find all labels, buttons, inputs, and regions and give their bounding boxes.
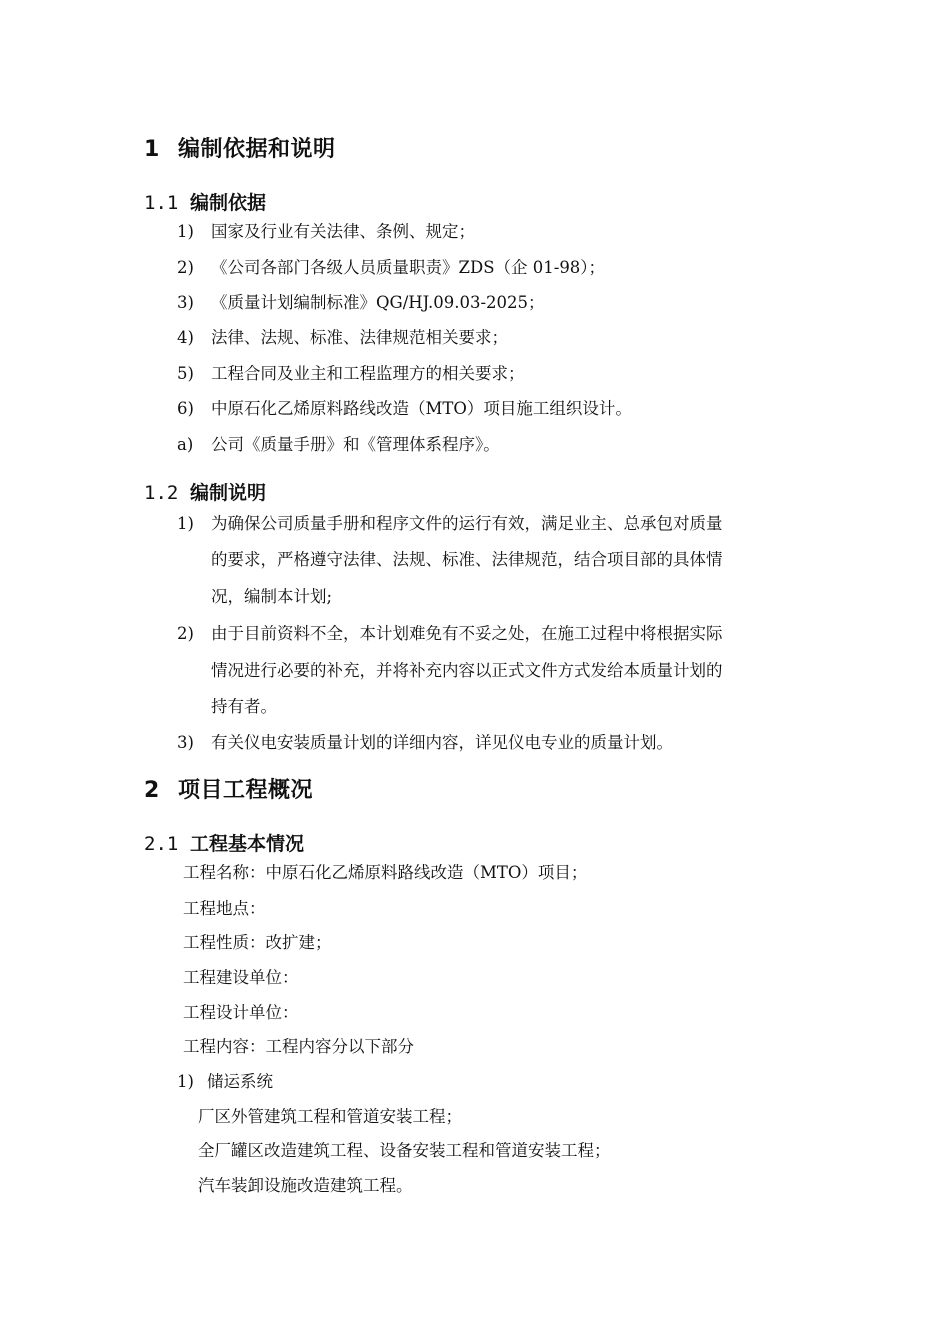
list-marker: a) [177, 435, 194, 454]
heading-number: 1.2 [144, 482, 179, 504]
list-marker: 6) [177, 399, 194, 418]
list-text: 《质量计划编制标准》QG/HJ.09.03-2025； [211, 293, 545, 312]
project-field: 工程设计单位： [183, 1003, 299, 1022]
list-text-continued: 持有者。 [211, 697, 277, 716]
sub-item: 厂区外管建筑工程和管道安装工程； [198, 1107, 462, 1126]
list-text: 由于目前资料不全，本计划难免有不妥之处，在施工过程中将根据实际 [211, 624, 723, 643]
heading-title: 项目工程概况 [178, 778, 314, 803]
heading-number: 1.1 [144, 192, 179, 214]
heading-section-2-1 [144, 829, 304, 856]
heading-number: 2.1 [144, 833, 179, 855]
heading-title: 编制说明 [190, 482, 267, 504]
heading-section-1-2 [144, 478, 266, 505]
heading-section-2 [144, 773, 313, 804]
list-text: 工程合同及业主和工程监理方的相关要求； [211, 364, 525, 383]
list-marker: 4) [177, 328, 194, 347]
heading-title: 编制依据 [190, 192, 267, 214]
list-marker: 5) [177, 364, 194, 383]
list-text: 有关仪电安装质量计划的详细内容，详见仪电专业的质量计划。 [211, 733, 673, 752]
list-text-continued: 情况进行必要的补充，并将补充内容以正式文件方式发给本质量计划的 [211, 661, 723, 680]
project-field: 工程建设单位： [183, 968, 299, 987]
heading-number: 2 [144, 778, 160, 803]
project-field: 工程性质：改扩建； [183, 933, 332, 952]
list-marker: 1) [177, 514, 194, 533]
heading-title: 工程基本情况 [190, 833, 305, 855]
list-marker: 3) [177, 293, 194, 312]
sub-item: 全厂罐区改造建筑工程、设备安装工程和管道安装工程； [198, 1141, 611, 1160]
list-marker: 3) [177, 733, 194, 752]
list-text-continued: 的要求，严格遵守法律、法规、标准、法律规范，结合项目部的具体情 [211, 550, 723, 569]
list-text: 法律、法规、标准、法律规范相关要求； [211, 328, 508, 347]
list-marker: 1) [177, 222, 194, 241]
project-field: 工程地点： [183, 899, 266, 918]
project-field: 工程内容：工程内容分以下部分 [183, 1037, 414, 1056]
sub-item: 汽车装卸设施改造建筑工程。 [198, 1176, 413, 1195]
project-field: 工程名称：中原石化乙烯原料路线改造（MTO）项目； [183, 863, 588, 882]
list-text: 公司《质量手册》和《管理体系程序》。 [211, 435, 500, 454]
list-marker: 2) [177, 258, 194, 277]
list-text: 储运系统 [207, 1072, 273, 1091]
list-text: 国家及行业有关法律、条例、规定； [211, 222, 475, 241]
list-text: 中原石化乙烯原料路线改造（MTO）项目施工组织设计。 [211, 399, 632, 418]
list-marker: 2) [177, 624, 194, 643]
list-text: 《公司各部门各级人员质量职责》ZDS（企 01-98）； [211, 258, 606, 277]
list-marker: 1) [177, 1072, 194, 1091]
list-text-continued: 况，编制本计划; [211, 587, 333, 606]
heading-section-1 [144, 132, 336, 163]
list-text: 为确保公司质量手册和程序文件的运行有效，满足业主、总承包对质量 [211, 514, 723, 533]
heading-section-1-1 [144, 188, 266, 215]
heading-number: 1 [144, 137, 160, 162]
heading-title: 编制依据和说明 [178, 137, 336, 162]
